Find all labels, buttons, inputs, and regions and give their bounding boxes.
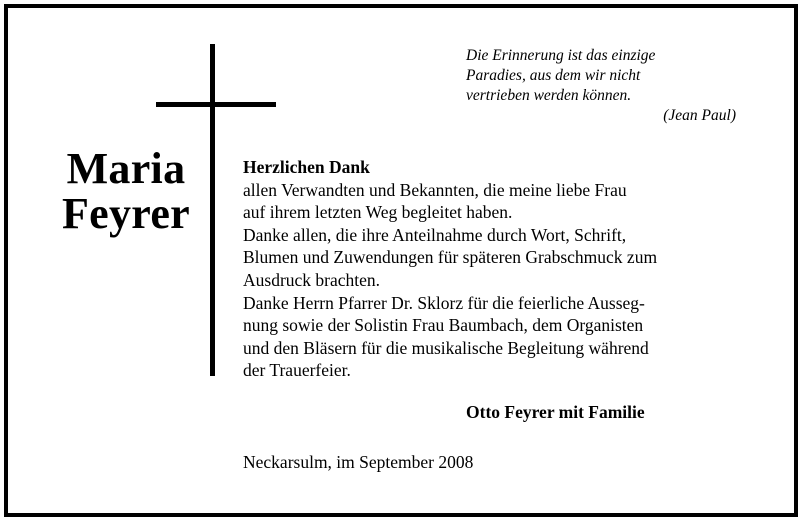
thanks-heading: Herzlichen Dank (243, 157, 370, 177)
thanks-line: auf ihrem letzten Weg begleitet haben. (243, 202, 513, 223)
cross-icon-vertical (210, 44, 215, 376)
thanks-line: und den Bläsern für die musikalische Begleitung während (243, 337, 649, 358)
quote-author: (Jean Paul) (663, 107, 736, 124)
quote-block (466, 46, 736, 126)
thanks-line: Ausdruck brachten. (243, 269, 381, 290)
thanks-line: nung sowie der Solistin Frau Baumbach, dem Organisten (243, 315, 644, 336)
signature: Otto Feyrer mit Familie (466, 402, 645, 422)
quote-line: vertrieben werden können. (466, 87, 632, 104)
quote-line: Die Erinnerung ist das einzige (466, 47, 656, 64)
thanks-text (243, 156, 743, 382)
thanks-line: der Trauerfeier. (243, 360, 351, 381)
place-date: Neckarsulm, im September 2008 (243, 452, 474, 472)
deceased-name (60, 146, 192, 236)
quote-line: Paradies, aus dem wir nicht (466, 67, 641, 84)
deceased-last-name: Feyrer (62, 189, 190, 238)
thanks-line: Danke allen, die ihre Anteilnahme durch Wort, Schrift, (243, 224, 627, 245)
thanks-line: Danke Herrn Pfarrer Dr. Sklorz für die feierliche Ausseg- (243, 292, 645, 313)
thanks-line: Blumen und Zuwendungen für späteren Grabschmuck zum (243, 247, 658, 268)
deceased-first-name: Maria (66, 144, 186, 193)
cross-icon-horizontal (156, 102, 276, 107)
thanks-line: allen Verwandten und Bekannten, die meine liebe Frau (243, 179, 627, 200)
